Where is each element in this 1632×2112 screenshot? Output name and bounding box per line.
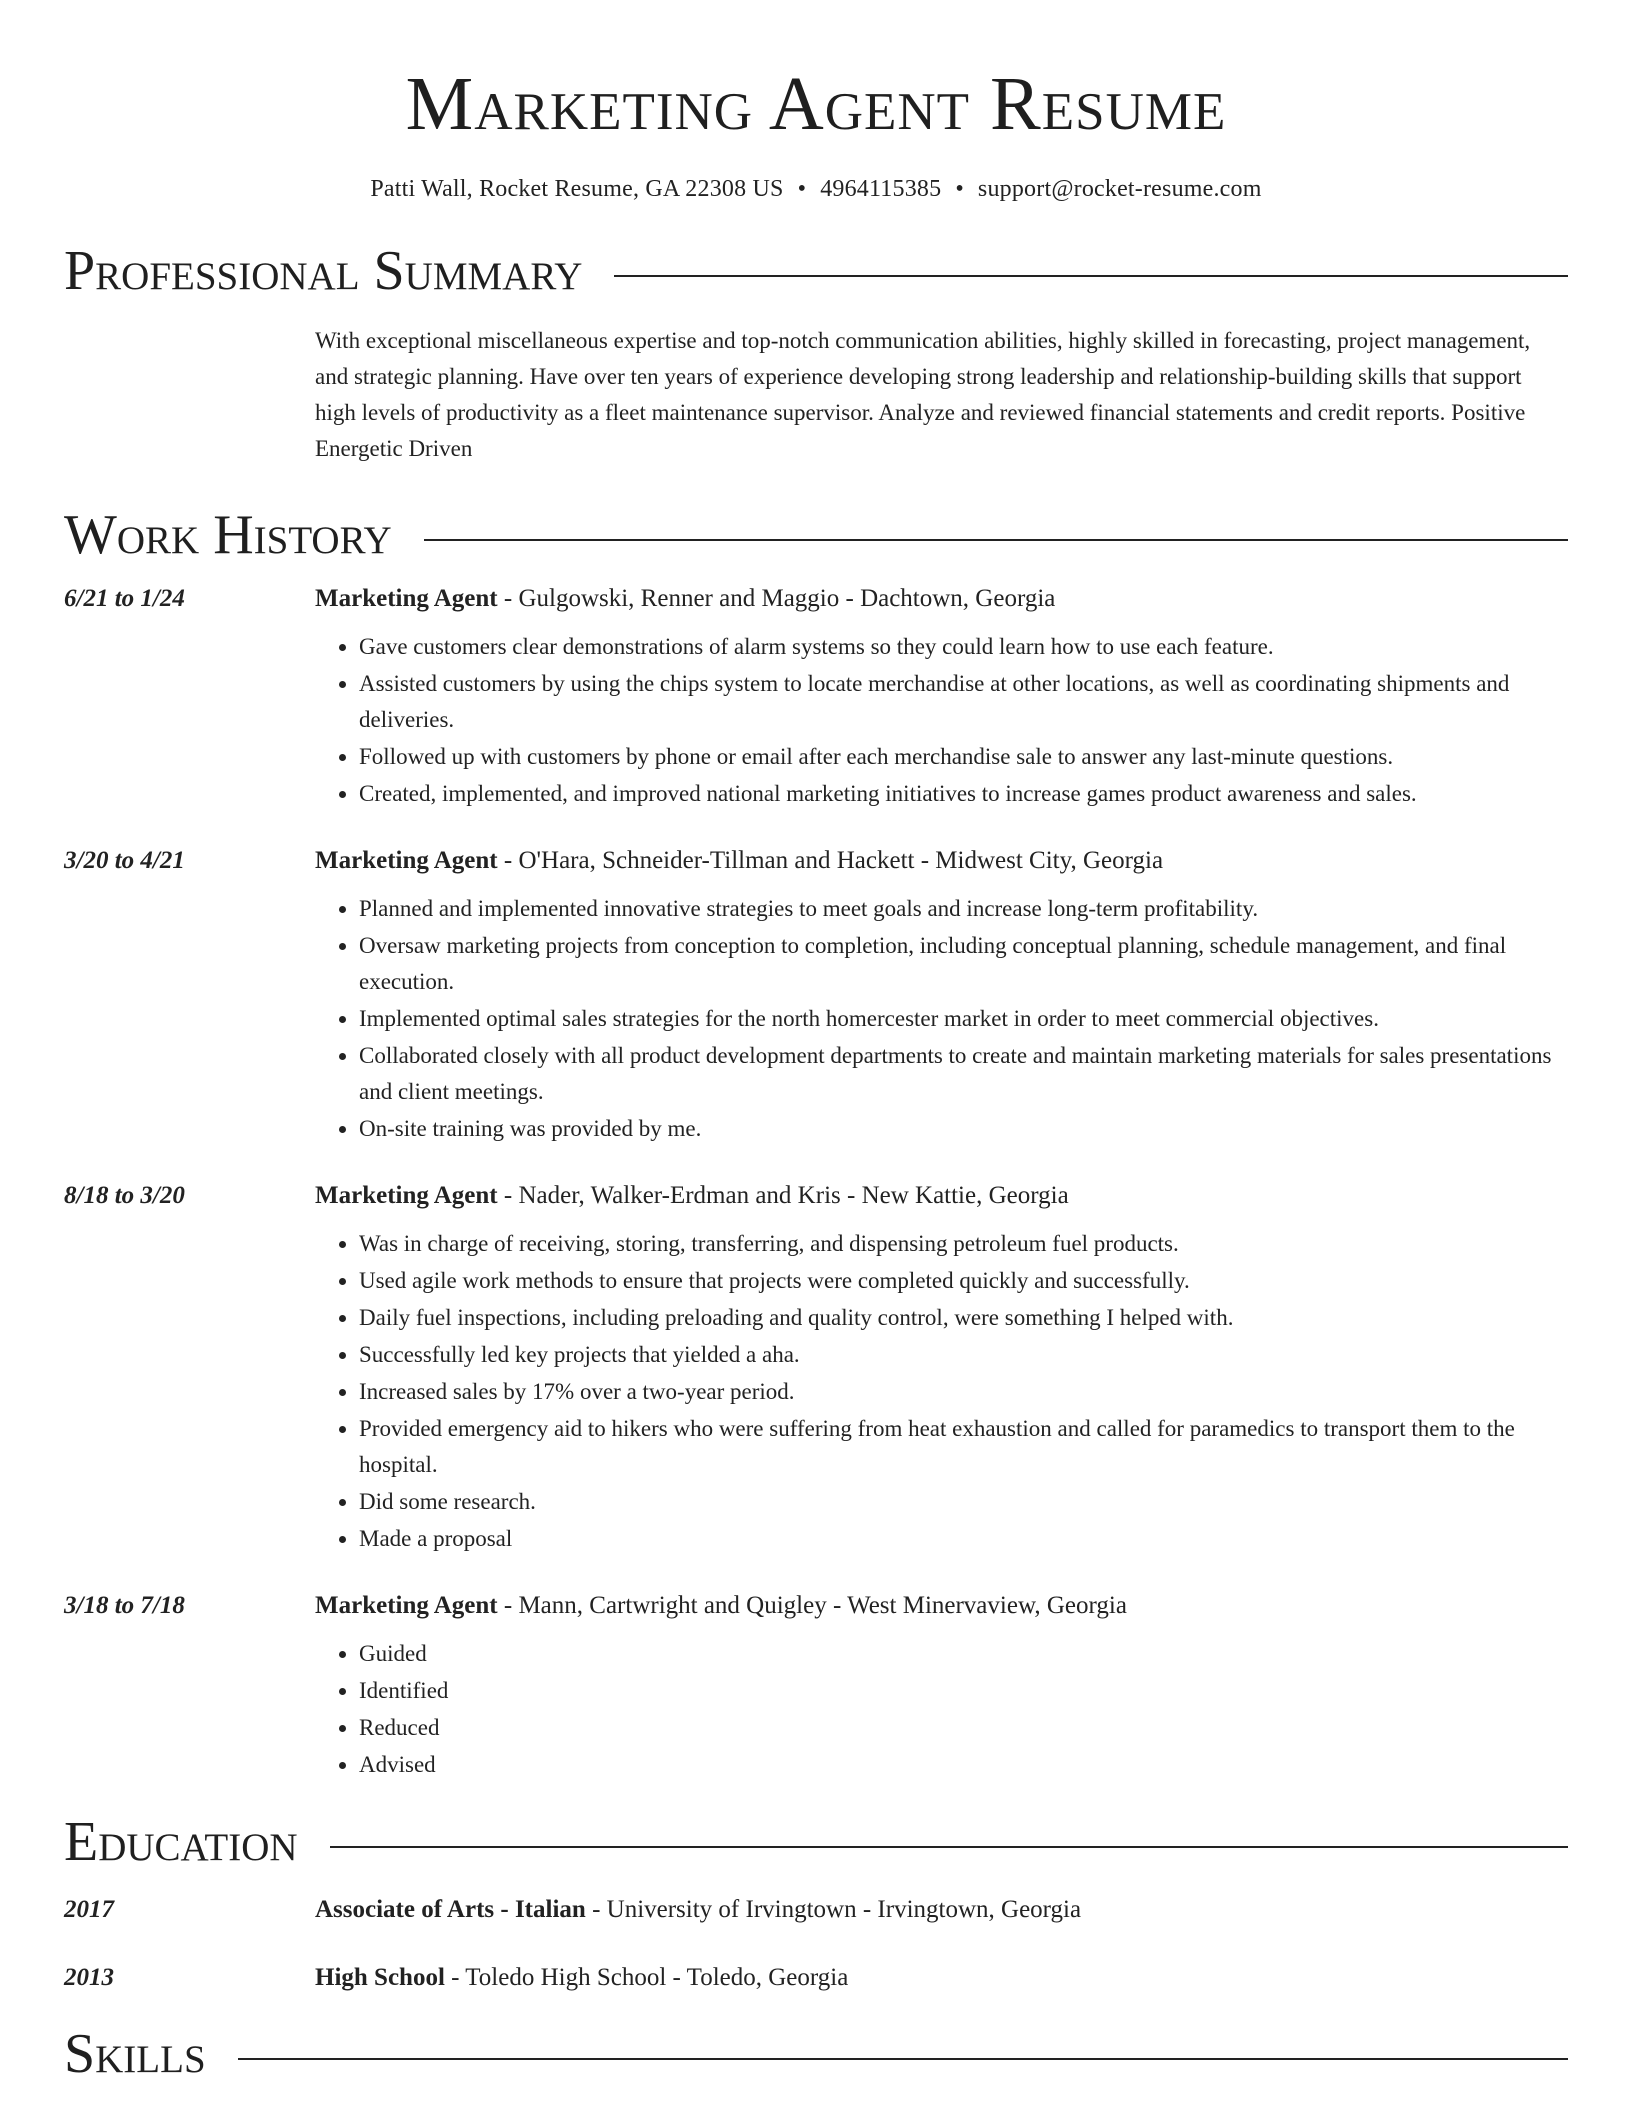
section-rule bbox=[614, 275, 1568, 277]
list-item: • Increased sales by 17% over a two-year period. bbox=[359, 1374, 1568, 1410]
work-details: - Gulgowski, Renner and Maggio - Dachtown, Georgia bbox=[497, 585, 1056, 612]
list-item: • Successfully led key projects that yielded a aha. bbox=[359, 1337, 1568, 1373]
section-heading: Professional Summary bbox=[64, 240, 583, 302]
education-entry bbox=[64, 1892, 1568, 1928]
contact-phone: 4964115385 bbox=[820, 176, 942, 202]
work-details: - Mann, Cartwright and Quigley - West Minervaview, Georgia bbox=[497, 1592, 1127, 1619]
education-details: - Toledo High School - Toledo, Georgia bbox=[444, 1964, 849, 1991]
education-degree: High School bbox=[315, 1964, 445, 1991]
work-body bbox=[315, 1588, 1568, 1784]
contact-separator: • bbox=[797, 176, 807, 202]
list-item: • Planned and implemented innovative strategies to meet goals and increase long-term profitability. bbox=[359, 891, 1568, 927]
education-details: - University of Irvingtown - Irvingtown, Georgia bbox=[585, 1896, 1082, 1923]
contact-name-address: Patti Wall, Rocket Resume, GA 22308 US bbox=[370, 176, 784, 202]
section-skills-header bbox=[64, 2023, 1568, 2085]
list-item: • Made a proposal bbox=[359, 1521, 1568, 1557]
education-heading bbox=[315, 1960, 1568, 1996]
list-item: • Assisted customers by using the chips system to locate merchandise at other locations, as well as coordinating shipments and deliveries. bbox=[359, 666, 1568, 738]
contact-line bbox=[64, 176, 1568, 203]
list-item: • Advised bbox=[359, 1747, 1568, 1783]
section-work-header bbox=[64, 504, 1568, 566]
section-heading: Skills bbox=[64, 2023, 206, 2085]
work-dates: 3/18 to 7/18 bbox=[64, 1592, 185, 1619]
work-heading bbox=[315, 1178, 1568, 1214]
education-body bbox=[315, 1960, 1568, 1996]
work-history-list bbox=[64, 581, 1568, 1784]
work-title: Marketing Agent bbox=[315, 585, 498, 612]
list-item: • Provided emergency aid to hikers who were suffering from heat exhaustion and called for paramedics to transport them to the hospital. bbox=[359, 1411, 1568, 1483]
list-item: • On-site training was provided by me. bbox=[359, 1111, 1568, 1147]
list-item: • Was in charge of receiving, storing, transferring, and dispensing petroleum fuel products. bbox=[359, 1226, 1568, 1262]
section-rule bbox=[330, 1846, 1568, 1848]
list-item: • Did some research. bbox=[359, 1484, 1568, 1520]
work-title: Marketing Agent bbox=[315, 847, 498, 874]
work-bullets bbox=[315, 891, 1568, 1147]
education-body bbox=[315, 1892, 1568, 1928]
page-title: Marketing Agent Resume bbox=[405, 62, 1227, 146]
work-body bbox=[315, 843, 1568, 1148]
work-body bbox=[315, 1178, 1568, 1558]
work-title: Marketing Agent bbox=[315, 1592, 498, 1619]
list-item: • Daily fuel inspections, including preloading and quality control, were something I helped with. bbox=[359, 1300, 1568, 1336]
work-details: - O'Hara, Schneider-Tillman and Hackett - Midwest City, Georgia bbox=[497, 847, 1164, 874]
section-rule bbox=[238, 2058, 1568, 2060]
work-entry bbox=[64, 1588, 1568, 1784]
section-education-header bbox=[64, 1811, 1568, 1873]
education-year: 2017 bbox=[64, 1896, 114, 1923]
list-item: • Created, implemented, and improved national marketing initiatives to increase games product awareness and sales. bbox=[359, 776, 1568, 812]
work-heading bbox=[315, 1588, 1568, 1624]
work-dates: 8/18 to 3/20 bbox=[64, 1182, 185, 1209]
education-degree: Associate of Arts - Italian bbox=[315, 1896, 586, 1923]
section-rule bbox=[424, 539, 1568, 541]
work-entry bbox=[64, 1178, 1568, 1558]
section-heading: Work History bbox=[64, 504, 392, 566]
work-dates: 6/21 to 1/24 bbox=[64, 585, 185, 612]
list-item: • Reduced bbox=[359, 1710, 1568, 1746]
contact-email: support@rocket-resume.com bbox=[977, 176, 1262, 202]
education-entry bbox=[64, 1960, 1568, 1996]
work-body bbox=[315, 581, 1568, 813]
list-item: • Implemented optimal sales strategies for the north homercester market in order to meet commercial objectives. bbox=[359, 1001, 1568, 1037]
work-entry bbox=[64, 843, 1568, 1148]
education-year: 2013 bbox=[64, 1964, 114, 1991]
list-item: • Collaborated closely with all product development departments to create and maintain marketing materials for sales presentations and client meetings. bbox=[359, 1038, 1568, 1110]
work-dates: 3/20 to 4/21 bbox=[64, 847, 185, 874]
work-entry bbox=[64, 581, 1568, 813]
work-details: - Nader, Walker-Erdman and Kris - New Kattie, Georgia bbox=[497, 1182, 1069, 1209]
work-bullets bbox=[315, 1226, 1568, 1557]
section-summary-header bbox=[64, 240, 1568, 302]
education-heading bbox=[315, 1892, 1568, 1928]
contact-separator: • bbox=[955, 176, 964, 202]
list-item: • Used agile work methods to ensure that projects were completed quickly and successfully. bbox=[359, 1263, 1568, 1299]
list-item: • Gave customers clear demonstrations of alarm systems so they could learn how to use each feature. bbox=[359, 629, 1568, 665]
work-heading bbox=[315, 843, 1568, 879]
work-bullets bbox=[315, 1636, 1568, 1783]
work-heading bbox=[315, 581, 1568, 617]
list-item: • Identified bbox=[359, 1673, 1568, 1709]
work-title: Marketing Agent bbox=[315, 1182, 498, 1209]
work-bullets bbox=[315, 629, 1568, 812]
summary-text: With exceptional miscellaneous expertise and top-notch communication abilities, highly skilled in forecasting, project management, and strategic planning. Have over ten years of experience developing strong leadership and relationship-building skills that support high levels of productivity as a fleet maintenance supervisor. Analyze and reviewed financial statements and credit reports. Positive Energetic Driven bbox=[315, 328, 1531, 461]
list-item: • Guided bbox=[359, 1636, 1568, 1672]
list-item: • Oversaw marketing projects from conception to completion, including conceptual planning, schedule management, and final execution. bbox=[359, 928, 1568, 1000]
list-item: • Followed up with customers by phone or email after each merchandise sale to answer any last-minute questions. bbox=[359, 739, 1568, 775]
education-list bbox=[64, 1892, 1568, 1996]
section-heading: Education bbox=[64, 1811, 298, 1873]
